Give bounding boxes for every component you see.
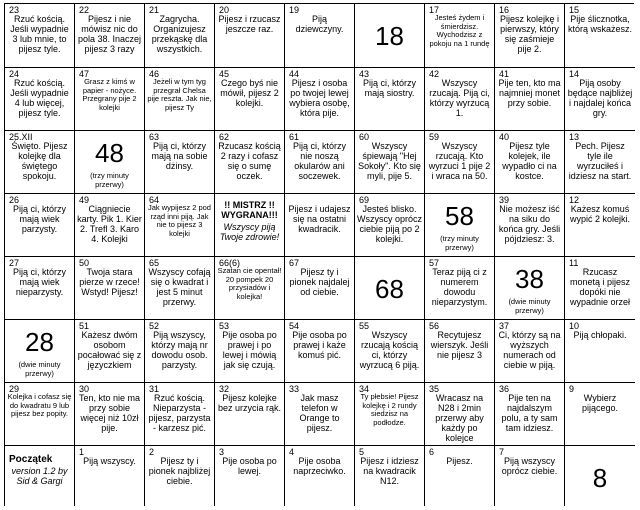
square-instruction: Twoja stara pierze w rzece! Wstyd! Pijesz! xyxy=(79,267,140,297)
board-square xyxy=(495,4,565,68)
square-number: 53 xyxy=(219,321,230,331)
square-instruction: Wszyscy cofają się o kwadrat i jest 5 minut przerwy. xyxy=(148,267,211,307)
board-square xyxy=(425,383,495,446)
square-instruction: Piją wszyscy. xyxy=(83,456,136,466)
square-instruction: Piją osoby będące najbliżej i najdalej końca gry. xyxy=(567,78,633,118)
square-instruction: Piją ci, którzy nie noszą okularów ani soczewek. xyxy=(292,141,346,181)
board-square xyxy=(145,446,215,506)
square-instruction: Rzuć kością. Jeśli wypadnie 3 lub mnie, to pijesz tyle. xyxy=(10,14,69,54)
square-number: 9 xyxy=(569,384,575,394)
square-instruction: Pijesz tyle kolejek, ile wypadło ci na kostce. xyxy=(502,141,557,181)
square-instruction: Wszyscy rzucają. Piją ci, którzy wyrzucą 1. xyxy=(429,78,490,118)
board-square xyxy=(5,194,75,257)
square-instruction: Wszyscy rzucają. Kto wyrzuci 1 pije 2 i wraca na 50. xyxy=(428,141,491,181)
version-credit: version 1.2 by Sid & Gargi xyxy=(11,466,68,486)
square-instruction: Jesteś blisko. Wszyscy oprócz ciebie piją po 2 kolejki. xyxy=(357,204,423,244)
square-instruction: Pije osoba naprzeciwko. xyxy=(293,456,346,476)
board-square xyxy=(565,68,635,131)
board-square xyxy=(75,446,145,506)
square-number: 14 xyxy=(569,69,580,79)
board-square xyxy=(425,194,495,257)
square-number: 4 xyxy=(289,447,295,457)
square-number: 29 xyxy=(9,384,20,394)
square-number: 5 xyxy=(359,447,365,457)
square-instruction: Pijesz i udajesz się na ostatni kwadracik. xyxy=(288,204,351,234)
square-number: 50 xyxy=(79,258,90,268)
board-square xyxy=(215,446,285,506)
square-instruction: Pijesz ty i pionek najbliżej ciebie. xyxy=(148,456,211,486)
square-number: 32 xyxy=(219,384,230,394)
board-square xyxy=(285,4,355,68)
square-number: 43 xyxy=(359,69,370,79)
board-square xyxy=(495,131,565,194)
board-square xyxy=(425,446,495,506)
square-number: 31 xyxy=(149,384,160,394)
square-number: 66(6) xyxy=(219,258,241,268)
square-instruction: Teraz piją ci z numerem dowodu nieparzystym. xyxy=(431,267,488,307)
board-square xyxy=(425,4,495,68)
board-square xyxy=(355,131,425,194)
board-square xyxy=(565,446,635,506)
square-instruction: Pije osoba po prawej i po lewej i mówią jak się czują. xyxy=(222,330,277,370)
square-number: 34 xyxy=(359,384,370,394)
board-square xyxy=(145,383,215,446)
board-square xyxy=(145,131,215,194)
square-instruction: Wszyscy śpiewają "Hej Sokoły". Kto się myli, pije 5. xyxy=(358,141,421,181)
square-instruction: Piją wszyscy, którzy mają nr dowodu osob. parzysty. xyxy=(151,330,208,370)
square-instruction: Grasz z kimś w papier - nożyce. Przegrany pije 2 kolejki xyxy=(82,77,137,112)
board-square xyxy=(285,383,355,446)
square-number: 51 xyxy=(79,321,90,331)
big-square-number: 28 xyxy=(25,327,54,357)
square-number: 3 xyxy=(219,447,225,457)
square-number: 16 xyxy=(499,5,510,15)
board-square xyxy=(5,446,75,506)
board-square xyxy=(565,194,635,257)
board-square xyxy=(495,383,565,446)
square-number: 44 xyxy=(289,69,300,79)
board-square xyxy=(355,194,425,257)
square-number: 7 xyxy=(499,447,505,457)
square-instruction: Wracasz na N28 i 2min przerwy aby każdy po kolejce xyxy=(435,393,484,443)
square-instruction: Jeżeli w tym tyg przegrał Chelsa pije reszta. Jak nie, pijesz Ty xyxy=(147,77,212,112)
square-instruction: Pijesz. xyxy=(446,456,473,466)
square-number: 45 xyxy=(219,69,230,79)
square-number: 10 xyxy=(569,321,580,331)
square-number: 46 xyxy=(149,69,160,79)
board-square xyxy=(215,383,285,446)
square-instruction: Każesz dwóm osobom pocałować się z języczkiem xyxy=(77,330,142,370)
square-instruction: Pije ślicznotka, którą wskażesz. xyxy=(567,14,633,34)
board-square xyxy=(565,131,635,194)
square-number: 60 xyxy=(359,132,370,142)
square-number: 56 xyxy=(429,321,440,331)
square-number: 26 xyxy=(9,195,20,205)
square-instruction: Pijesz ty i pionek najdalej od ciebie. xyxy=(289,267,350,297)
square-number: 36 xyxy=(499,384,510,394)
square-number: 21 xyxy=(149,5,160,15)
square-number: 23 xyxy=(9,5,20,15)
square-instruction: Pije ten na najdalszym polu, a ty sam tam idziesz. xyxy=(501,393,558,433)
square-instruction: Wszyscy rzucają kością ci, którzy wyrzucą 6 piją. xyxy=(359,330,420,370)
break-note: (trzy minuty przerwy) xyxy=(90,171,129,189)
square-number: 37 xyxy=(499,321,510,331)
square-instruction: Pijesz i idziesz na kwadracik N12. xyxy=(360,456,419,486)
square-instruction: Piją ci, którzy mają wiek parzysty. xyxy=(12,204,66,234)
board-square xyxy=(75,257,145,320)
square-instruction: Pijesz kolejke bez urzycia rąk. xyxy=(217,393,282,413)
square-number: 25.XII xyxy=(9,132,33,142)
board-square xyxy=(215,68,285,131)
break-note: (dwie minuty przerwy) xyxy=(508,297,551,315)
square-number: 19 xyxy=(289,5,300,15)
board-square xyxy=(5,383,75,446)
square-instruction: Szatan cie opentał! 20 pompek 20 przysiadów i kolejka! xyxy=(217,266,282,301)
square-instruction: Ci, którzy są na wyższych numerach od ciebie w piją. xyxy=(498,330,561,370)
square-number: 42 xyxy=(429,69,440,79)
square-number: 24 xyxy=(9,69,20,79)
square-instruction: Pijesz i osoba po twojej lewej wybiera osobę, która pije. xyxy=(289,78,350,118)
square-number: 12 xyxy=(569,195,580,205)
big-square-number: 68 xyxy=(375,274,404,304)
square-instruction: Pijesz i rzucasz jeszcze raz. xyxy=(218,14,281,34)
square-instruction: Święto. Pijesz kolejkę dla świętego spokoju. xyxy=(11,141,68,181)
board-square xyxy=(5,320,75,383)
square-number: 22 xyxy=(79,5,90,15)
square-instruction: Ciągniecie karty. Pik 1. Kier 2. Trefl 3. Karo 4. Kolejki xyxy=(77,204,142,244)
square-number: 2 xyxy=(149,447,155,457)
board-square xyxy=(75,68,145,131)
square-number: 30 xyxy=(79,384,90,394)
square-instruction: Pije ten, kto ma najmniej monet przy sobie. xyxy=(498,78,561,108)
break-note: (dwie minuty przerwy) xyxy=(18,360,61,378)
big-square-number: 58 xyxy=(445,201,474,231)
board-square xyxy=(285,68,355,131)
board-square xyxy=(145,194,215,257)
square-instruction: Czego byś nie mówił, pijesz 2 kolejki. xyxy=(220,78,279,108)
square-number: 61 xyxy=(289,132,300,142)
square-number: 35 xyxy=(429,384,440,394)
square-number: 67 xyxy=(289,258,300,268)
board-square xyxy=(5,68,75,131)
square-instruction: Piją wszyscy oprócz ciebie. xyxy=(501,456,558,476)
board-square xyxy=(145,320,215,383)
square-instruction: Rzucasz monetą i pijesz dopóki nie wypadnie orzeł xyxy=(569,267,631,307)
break-note: (trzy minuty przerwy) xyxy=(440,234,479,252)
square-number: 63 xyxy=(149,132,160,142)
big-square-number: 38 xyxy=(515,264,544,294)
board-square xyxy=(285,320,355,383)
board-square xyxy=(355,446,425,506)
board-square xyxy=(425,68,495,131)
square-instruction: Nie możesz iść na siku do końca gry. Jeśli pójdziesz: 3. xyxy=(498,204,561,244)
square-instruction: Pijesz i nie mówisz nic do pola 38. Inaczej pijesz 3 razy xyxy=(77,14,142,54)
square-instruction: Kolejka i cofasz się do kwadratu 9 lub pijesz bez popity. xyxy=(7,392,72,418)
board-square xyxy=(495,257,565,320)
square-instruction: Pije osoba po lewej. xyxy=(222,456,277,476)
square-number: 17 xyxy=(429,5,440,15)
square-number: 20 xyxy=(219,5,230,15)
winner-text: Wszyscy piją Twoje zdrowie! xyxy=(219,222,280,242)
board-square xyxy=(5,131,75,194)
board-square xyxy=(215,194,285,257)
start-title: Początek xyxy=(9,454,53,465)
board-square xyxy=(215,257,285,320)
board-square xyxy=(215,320,285,383)
square-number: 27 xyxy=(9,258,20,268)
board-square xyxy=(565,257,635,320)
winner-title: !! MISTRZ !! WYGRANA!!! xyxy=(221,200,278,220)
square-instruction: Piją ci, którzy mają siostry. xyxy=(362,78,416,98)
square-number: 6 xyxy=(429,447,435,457)
board-square xyxy=(5,4,75,68)
square-instruction: Piją chłopaki. xyxy=(573,330,627,340)
board-square xyxy=(355,68,425,131)
board-square xyxy=(565,4,635,68)
square-instruction: Pije osoba po prawej i każe komuś pić. xyxy=(292,330,347,360)
square-instruction: Jak masz telefon w Orange to pijesz. xyxy=(299,393,340,433)
square-instruction: Pijesz kolejkę i pierwszy, który się zaśmieje pije 2. xyxy=(499,14,560,54)
square-instruction: Zagrycha. Organizujesz przekąskę dla wszystkich. xyxy=(151,14,208,54)
square-instruction: Jak wypijesz 2 pod rząd inni piją. Jak nie to pijesz 3 kolejki xyxy=(148,203,211,238)
board-square xyxy=(495,320,565,383)
square-number: 62 xyxy=(219,132,230,142)
board-square xyxy=(425,320,495,383)
board-square xyxy=(495,194,565,257)
board-square xyxy=(495,446,565,506)
square-number: 33 xyxy=(289,384,300,394)
square-number: 54 xyxy=(289,321,300,331)
board-square xyxy=(425,131,495,194)
game-board xyxy=(4,3,634,506)
square-number: 49 xyxy=(79,195,90,205)
board-square xyxy=(75,4,145,68)
board-square xyxy=(215,131,285,194)
board-square xyxy=(145,257,215,320)
square-number: 15 xyxy=(569,5,580,15)
square-instruction: Piją ci, którzy mają na sobie dżinsy. xyxy=(151,141,208,171)
square-number: 65 xyxy=(149,258,160,268)
square-instruction: Każesz komuś wypić 2 kolejki. xyxy=(569,204,631,224)
square-number: 55 xyxy=(359,321,370,331)
board-square xyxy=(355,257,425,320)
board-square xyxy=(285,446,355,506)
square-instruction: Pech. Pijesz tyle ile wyrzuciłeś i idziesz na start. xyxy=(568,141,632,181)
square-instruction: Rzucasz kością 2 razy i cofasz się o sumę oczek. xyxy=(218,141,281,181)
square-instruction: Piją ci, którzy mają wiek nieparzysty. xyxy=(12,267,66,297)
square-number: 1 xyxy=(79,447,85,457)
square-number: 13 xyxy=(569,132,580,142)
board-square xyxy=(285,131,355,194)
board-square xyxy=(425,257,495,320)
square-number: 59 xyxy=(429,132,440,142)
board-square xyxy=(145,4,215,68)
square-instruction: Recytujesz wierszyk. Jeśli nie pijesz 3 xyxy=(430,330,489,360)
board-square xyxy=(355,4,425,68)
square-instruction: Jesteś żydem i śmierdzisz. Wychodzisz z pokoju na 1 rundę xyxy=(429,13,490,48)
square-instruction: Piją dziewczyny. xyxy=(295,14,344,34)
board-square xyxy=(285,257,355,320)
square-number: 69 xyxy=(359,195,370,205)
square-instruction: Rzuć kością. Jeśli wypadnie 4 lub więcej, pijesz tyle. xyxy=(10,78,69,118)
square-instruction: Ty płebsie! Pijesz kolejkę i 2 rundy siedzisz na podłodze. xyxy=(360,392,419,427)
square-number: 64 xyxy=(149,195,160,205)
big-square-number: 8 xyxy=(592,463,608,493)
board-square xyxy=(565,383,635,446)
square-instruction: Wybierz pijącego. xyxy=(581,393,619,413)
big-square-number: 18 xyxy=(375,21,404,51)
square-instruction: Ten, kto nie ma przy sobie więcej niż 10zł pije. xyxy=(78,393,141,433)
square-number: 57 xyxy=(429,258,440,268)
board-square xyxy=(355,320,425,383)
board-square xyxy=(75,131,145,194)
board-square xyxy=(75,383,145,446)
square-instruction: Rzuć kością. Nieparzysta - pijesz, parzysta - karzesz pić. xyxy=(148,393,211,433)
board-square xyxy=(355,383,425,446)
board-square xyxy=(565,320,635,383)
board-square xyxy=(495,68,565,131)
square-number: 40 xyxy=(499,132,510,142)
board-square xyxy=(215,4,285,68)
board-square xyxy=(75,194,145,257)
square-number: 41 xyxy=(499,69,510,79)
square-number: 11 xyxy=(569,258,579,268)
board-square xyxy=(5,257,75,320)
board-square xyxy=(145,68,215,131)
big-square-number: 48 xyxy=(95,138,124,168)
board-square xyxy=(285,194,355,257)
square-number: 47 xyxy=(79,69,90,79)
square-number: 39 xyxy=(499,195,510,205)
square-number: 52 xyxy=(149,321,160,331)
board-square xyxy=(75,320,145,383)
